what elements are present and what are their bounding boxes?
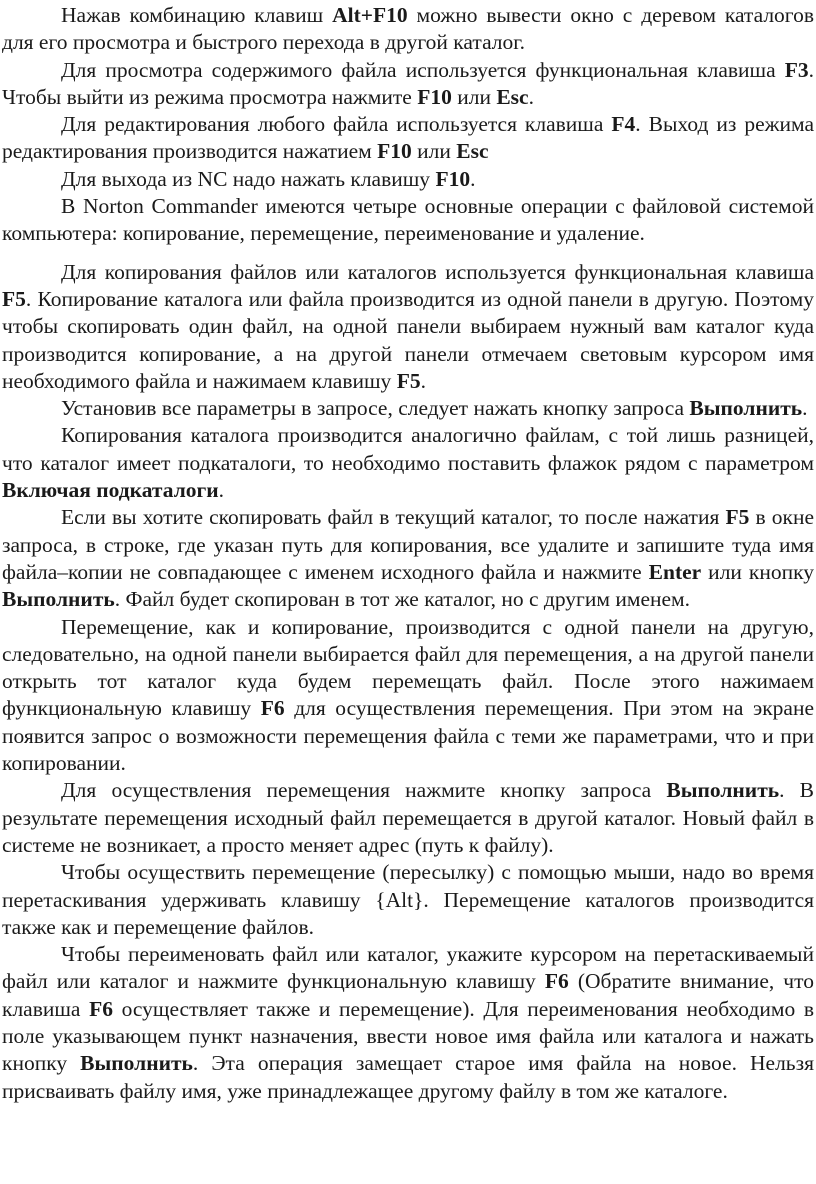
text-run: Для просмотра содержимого файла используется функциональная клавиша	[61, 57, 785, 82]
bold-term: Alt+F10	[332, 3, 408, 27]
bold-term: F10	[435, 166, 471, 191]
text-run: .	[218, 478, 225, 503]
bold-term: Esc	[496, 84, 529, 109]
paragraph-p10	[2, 614, 814, 778]
text-run: (Обратите внимание, что клавиша	[2, 969, 814, 1021]
text-run: Для выхода из NC надо нажать клавишу	[61, 166, 436, 191]
text-run: .	[420, 368, 426, 393]
text-run: .	[802, 396, 808, 421]
text-run: . Файл будет скопирован в тот же каталог, но с другим именем.	[114, 587, 691, 612]
text-run: Для редактирования любого файла используется клавиша	[61, 112, 612, 137]
paragraph-p2	[2, 57, 814, 112]
paragraph-p7	[2, 395, 814, 422]
bold-term: F5	[725, 505, 750, 530]
bold-term: Выполнить	[689, 396, 803, 421]
text-run: для осуществления перемещения. При этом на экране появится запрос о возможности перемещения файла с теми же параметрами, что и при копировании.	[2, 696, 814, 776]
text-run: можно вывести окно с деревом каталогов для его просмотра и быстрого перехода в другой каталог.	[2, 3, 814, 55]
text-run: . В результате перемещения исходный файл перемещается в другой каталог. Новый файл в системе не возникает, а просто меняет адрес (путь к файлу).	[2, 778, 815, 857]
text-run: Для осуществления перемещения нажмите кнопку запроса	[61, 778, 667, 803]
bold-term: Выполнить	[2, 587, 115, 612]
paragraph-p12	[2, 859, 814, 941]
paragraph-p8	[2, 422, 814, 504]
bold-term: F10	[417, 84, 452, 109]
text-run: Установив все параметры в запросе, следует нажать кнопку запроса	[61, 396, 690, 421]
text-run: . Чтобы выйти из режима просмотра нажмите	[2, 57, 814, 109]
text-run: .	[470, 166, 476, 191]
paragraph-p3	[2, 111, 814, 166]
bold-term: Esc	[456, 139, 489, 164]
bold-term: F5	[396, 368, 421, 393]
bold-term: F6	[89, 996, 113, 1021]
text-run: . Выход из режима редактирования производится нажатием	[2, 112, 814, 164]
paragraph-p4	[2, 166, 814, 193]
paragraph-p13	[2, 941, 814, 1105]
text-run: .	[528, 84, 534, 109]
text-run: Перемещение, как и копирование, производится с одной панели на другую, следовательно, на одной панели выбирается файл для перемещения, а на другой панели открыть тот каталог куда будем перемещать файл. После этого нажимаем функциональную клавишу	[2, 614, 814, 721]
text-run: осуществляет также и перемещение). Для переименования необходимо в поле указывающем пункт назначения, ввести новое имя файла или каталога и нажать кнопку	[2, 996, 814, 1076]
text-run: или кнопку	[701, 559, 814, 584]
text-run: Для копирования файлов или каталогов используется функциональная клавиша	[61, 259, 814, 284]
paragraph-p9	[2, 504, 814, 613]
bold-term: F6	[544, 969, 569, 994]
bold-term: Enter	[648, 559, 702, 584]
text-run: Нажав комбинацию клавиш	[61, 3, 333, 27]
paragraph-p6	[2, 259, 814, 395]
bold-term: Выполнить	[666, 778, 780, 803]
document-body	[2, 2, 814, 1105]
text-run: Чтобы осуществить перемещение (пересылку) с помощью мыши, надо во время перетаскивания удерживать клавишу {Alt}. Перемещение каталогов производится также как и перемещение файлов.	[2, 860, 814, 939]
paragraph-p5	[2, 193, 814, 248]
text-run: Копирования каталога производится аналогично файлам, с той лишь разницей, что каталог имеет подкаталоги, то необходимо поставить флажок рядом с параметром	[2, 423, 814, 475]
text-run: В Norton Commander имеются четыре основные операции с файловой системой компьютера: копирование, перемещение, переименование и удаление.	[2, 194, 814, 246]
paragraph-p11	[2, 777, 814, 859]
text-run: в окне запроса, в строке, где указан путь для копирования, все удалите и запишите туда имя файла–копии не совпадающее с именем исходного файла и нажмите	[2, 505, 815, 584]
bold-term: Выполнить	[80, 1051, 193, 1076]
bold-term: F6	[260, 696, 285, 721]
paragraph-p1	[2, 2, 814, 57]
text-run: . Эта операция замещает старое имя файла на новое. Нельзя присваивать файлу имя, уже принадлежащее другому файлу в том же каталоге.	[2, 1051, 814, 1103]
bold-term: F4	[611, 112, 636, 137]
text-run: . Копирование каталога или файла производится из одной панели в другую. Поэтому чтобы скопировать один файл, на одной панели выбираем нужный вам каталог куда производится копирование, а на другой панели отмечаем световым курсором имя необходимого файла и нажимаем клавишу	[2, 286, 814, 393]
bold-term: F3	[784, 57, 809, 82]
text-run: Чтобы переименовать файл или каталог, укажите курсором на перетаскиваемый файл или каталог и нажмите функциональную клавишу	[2, 942, 814, 994]
bold-term: F10	[377, 139, 412, 164]
text-run: Если вы хотите скопировать файл в текущий каталог, то после нажатия	[61, 505, 726, 530]
text-run: или	[451, 84, 497, 109]
text-run: или	[411, 139, 457, 164]
bold-term: Включая подкаталоги	[2, 478, 219, 503]
bold-term: F5	[2, 286, 26, 311]
